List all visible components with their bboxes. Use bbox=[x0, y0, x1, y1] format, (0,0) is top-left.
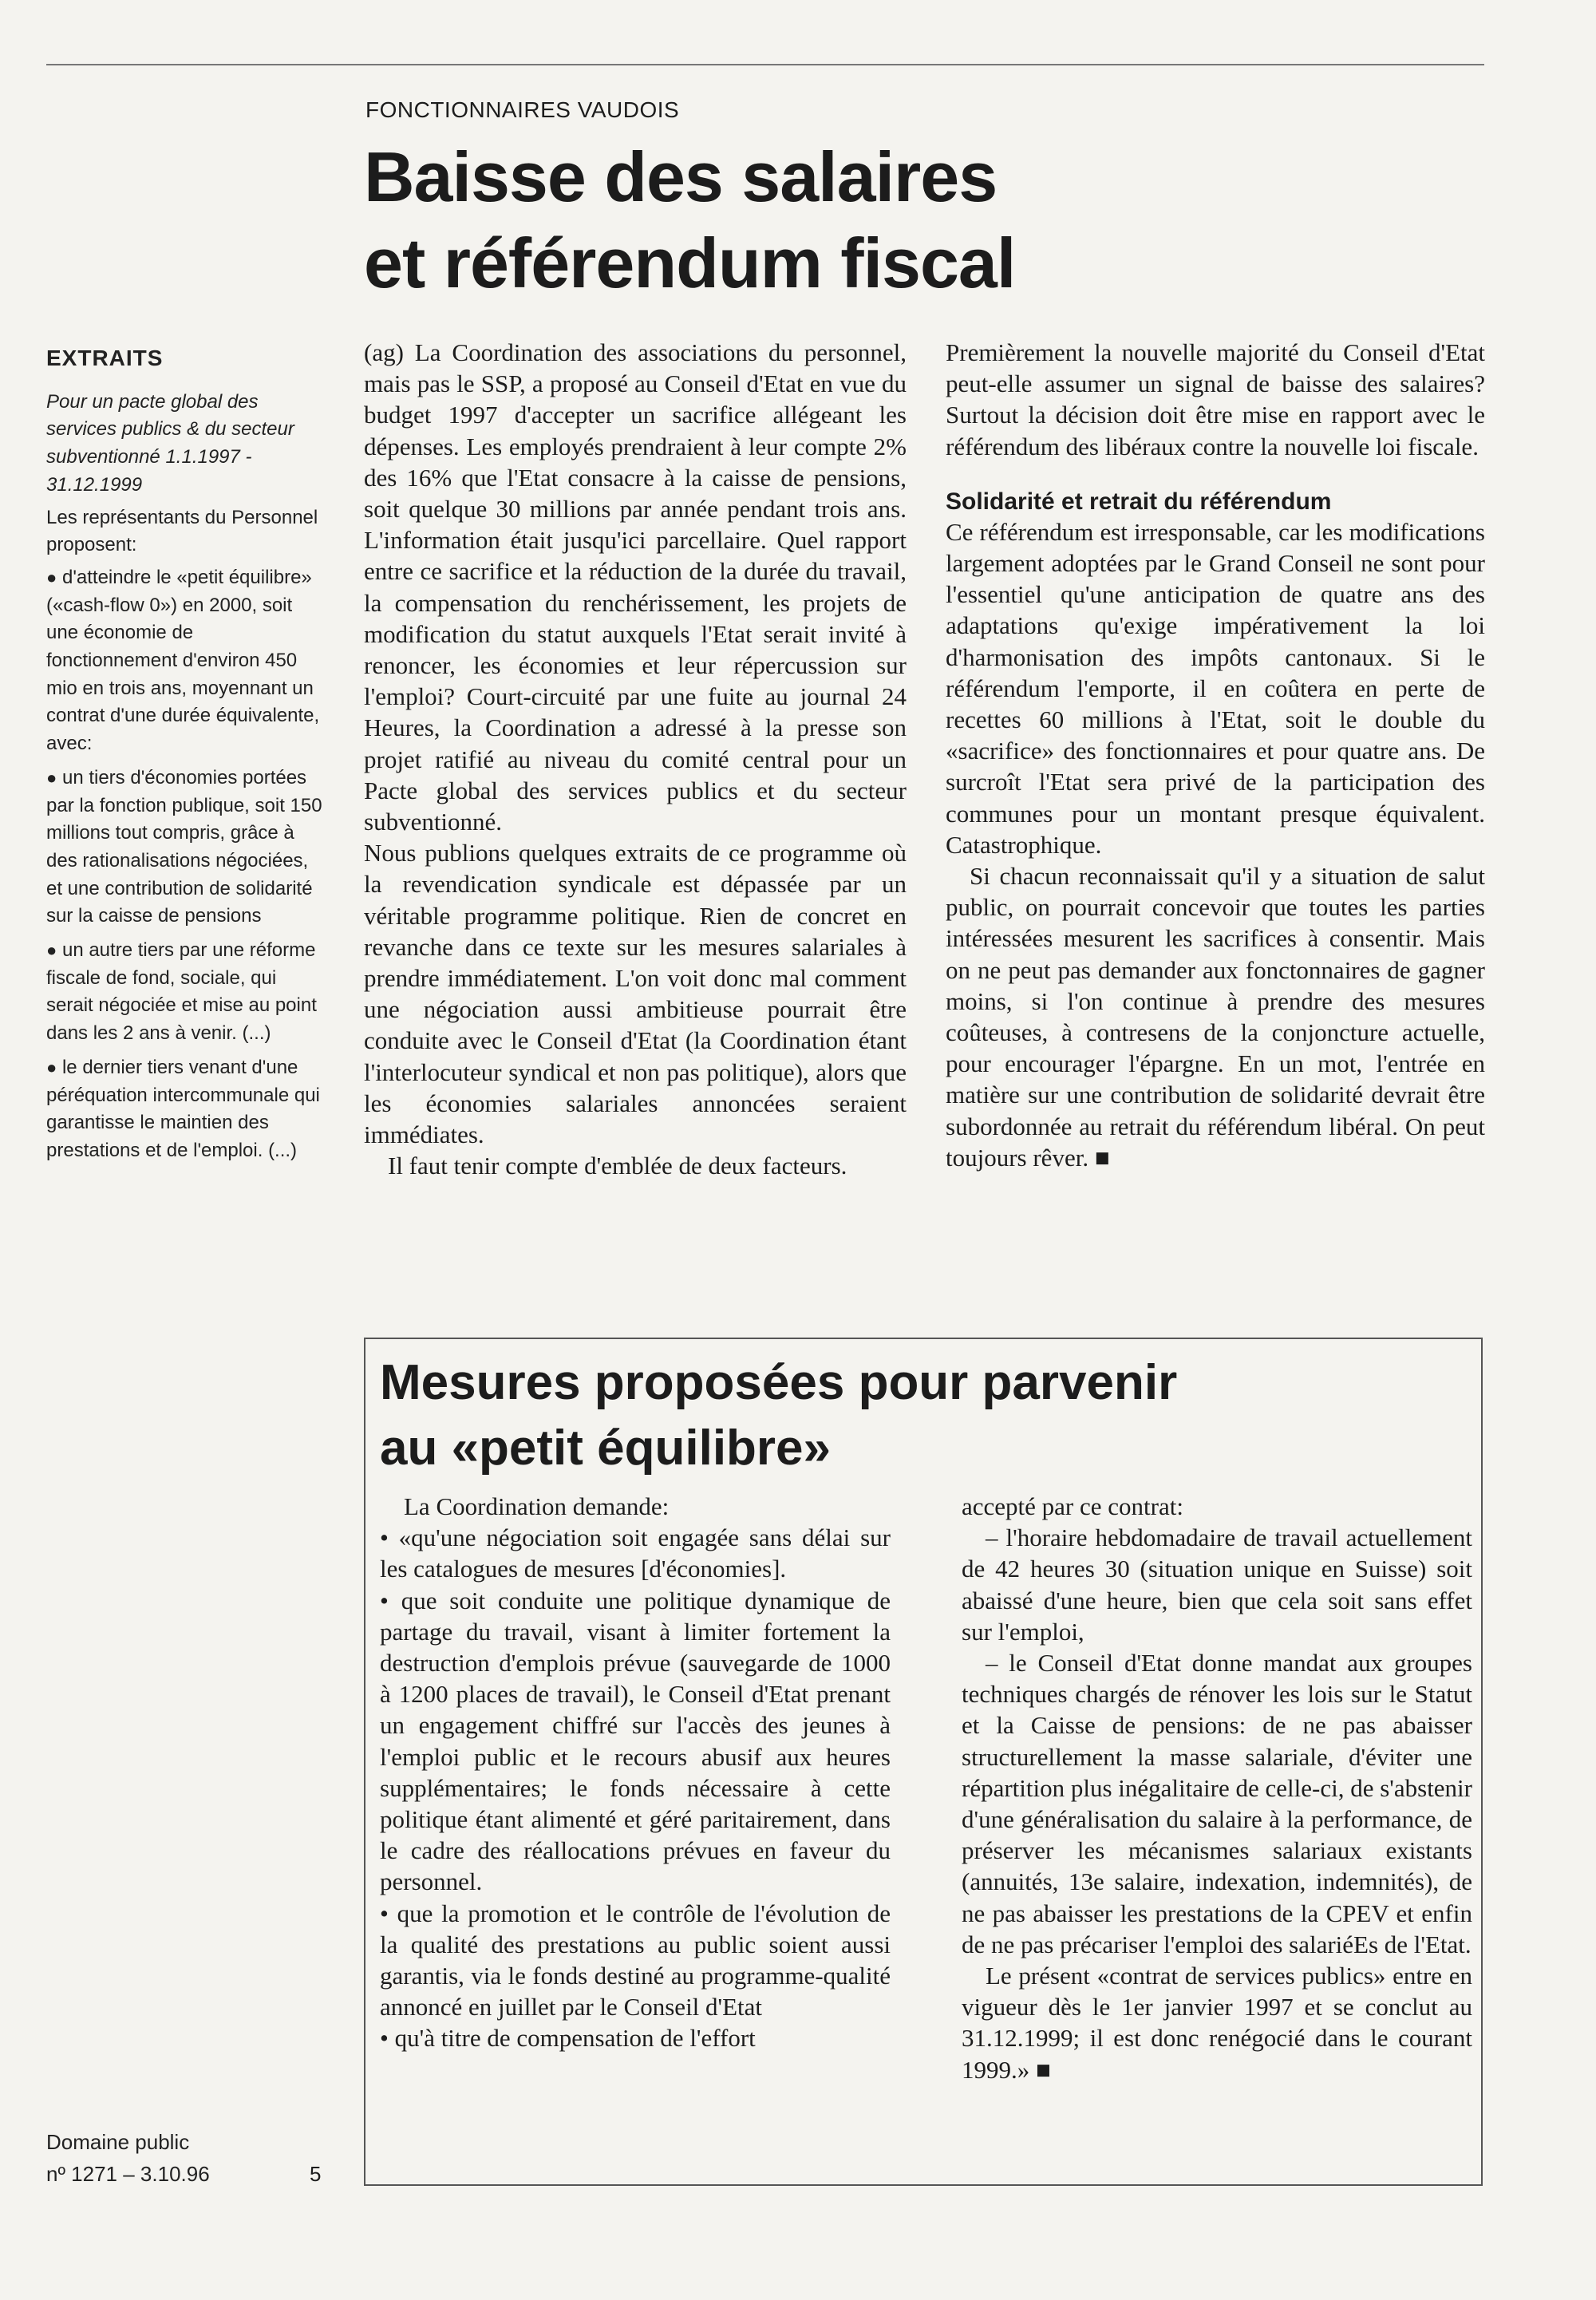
box-title bbox=[380, 1350, 1417, 1481]
article-column-2 bbox=[946, 337, 1485, 1173]
issue-info: nº 1271 – 3.10.96 bbox=[46, 2162, 210, 2186]
headline-line-2: et référendum fiscal bbox=[364, 223, 1016, 302]
box-column-1 bbox=[380, 1491, 891, 2054]
box-paragraph: accepté par ce contrat: bbox=[962, 1492, 1183, 1520]
article-paragraph: Ce référendum est irresponsable, car les modifications largement adoptées par le Grand Conseil ne sont pour l'essentiel qu'une anticipation de quatre ans des adaptations qu'exige impérativement la loi d'harmonisation des impôts cantonaux. Si le référendum l'emporte, il en coûtera en perte de recettes 60 millions à l'Etat, soit le double du «sacrifice» des fonctionnaires et pour quatre ans. De surcroît l'Etat sera privé de la participation des communes pour un montant presque équivalent. Catastrophique. bbox=[946, 517, 1485, 859]
article-paragraph: Nous publions quelques extraits de ce programme où la revendication syndicale est dépassée par un véritable programme politique. Rien de concret en revanche dans ce texte sur les mesures salariales à prendre immédiatement. L'on voit donc mal comment une négociation aussi ambitieuse pourrait être conduite avec le Conseil d'Etat (la Coordination étant l'interlocuteur syndical et non pas politique), alors que les économies salariales annoncées seraient immédiates. bbox=[364, 839, 907, 1149]
sidebar-item-text: un autre tiers par une réforme fiscale de fond, sociale, qui serait négociée et mise au point dans les 2 ans à venir. (...) bbox=[46, 939, 317, 1045]
box-paragraph: • qu'à titre de compensation de l'effort bbox=[380, 2024, 756, 2053]
publication-footer bbox=[46, 2126, 210, 2190]
article-subhead: Solidarité et retrait du référendum bbox=[946, 488, 1332, 515]
bullet-icon: ● bbox=[46, 567, 57, 587]
article-paragraph: Si chacun reconnaissait qu'il y a situation de salut public, on pourrait concevoir que toutes les parties intéressées mesurent les sacrifices à consentir. Mais on ne peut pas demander aux fonctonnaires de gagner moins, si l'on continue à prendre des mesures coûteuses, à contresens de la conjoncture actuelle, pour encourager l'épargne. En un mot, l'entrée en matière sur une contribution de solidarité devrait être subordonnée au retrait du référendum libéral. On peut toujours rêver. ■ bbox=[946, 862, 1485, 1172]
headline-line-1: Baisse des salaires bbox=[364, 137, 998, 216]
box-paragraph: – l'horaire hebdomadaire de travail actuellement de 42 heures 30 (situation unique en Suisse) soit abaissé d'une heure, bien que cela soit sans effet sur l'emploi, bbox=[962, 1523, 1472, 1646]
sidebar-item bbox=[46, 765, 327, 931]
sidebar-intro: Les représentants du Personnel proposent: bbox=[46, 506, 318, 556]
sidebar-subtitle: Pour un pacte global des services publics & du secteur subventionné 1.1.1997 - 31.12.1999 bbox=[46, 390, 294, 496]
article-paragraph: Il faut tenir compte d'emblée de deux facteurs. bbox=[388, 1152, 847, 1180]
sidebar-item bbox=[46, 564, 327, 758]
publication-name: Domaine public bbox=[46, 2130, 190, 2154]
article-paragraph: (ag) La Coordination des associations du personnel, mais pas le SSP, a proposé au Conseil d'Etat en vue du budget 1997 d'accepter un sacrifice allégeant les dépenses. Les employés prendraient à leur compte 2% des 16% que l'Etat consacre à la caisse de pensions, soit quelque 30 millions par année pendant trois ans. L'information était jusqu'ici parcellaire. Quel rapport entre ce sacrifice et la réduction de la durée du travail, la compensation du renchérissement, les projets de modification du statut auxquels l'Etat serait invité à renoncer, les économies et leur répercussion sur l'emploi? Court-circuité par une fuite au journal 24 Heures, la Coordination a adressé à la presse son projet ratifié au niveau du comité central pour un Pacte global des services publics et du secteur subventionné. bbox=[364, 338, 907, 836]
box-title-line-1: Mesures proposées pour parvenir bbox=[380, 1355, 1178, 1410]
sidebar-item-text: d'atteindre le «petit équilibre» («cash-flow 0») en 2000, soit une économie de fonctionnement d'environ 450 mio en trois ans, moyennant un contrat d'une durée équivalente, avec: bbox=[46, 566, 320, 755]
top-rule bbox=[46, 64, 1484, 65]
bullet-icon: ● bbox=[46, 940, 57, 961]
box-paragraph: – le Conseil d'Etat donne mandat aux groupes techniques chargés de rénover les lois sur le Statut et la Caisse de pensions: de ne pas abaisser structurellement la masse salariale, d'éviter une répartition plus inégalitaire de celle-ci, de s'abstenir d'une généralisation du salaire à la performance, de préserver les mécanismes salariaux existants (annuités, 13e salaire, indexation, indemnités), de ne pas abaisser les prestations de la CPEV et enfin de ne pas précariser l'emploi des salariéEs de l'Etat. bbox=[962, 1649, 1472, 1958]
bullet-icon: ● bbox=[46, 767, 57, 788]
article-paragraph: Premièrement la nouvelle majorité du Conseil d'Etat peut-elle assumer un signal de baisse des salaires? Surtout la décision doit être mise en rapport avec le référendum des libéraux contre la nouvelle loi fiscale. bbox=[946, 338, 1485, 460]
box-paragraph: La Coordination demande: bbox=[404, 1492, 670, 1520]
box-paragraph: Le présent «contrat de services publics» entre en vigueur dès le 1er janvier 1997 et se conclut au 31.12.1999; il est donc renégocié dans le courant 1999.» ■ bbox=[962, 1962, 1472, 2084]
sidebar-item-text: le dernier tiers venant d'une péréquation intercommunale qui garantisse le maintien des prestations et de l'emploi. (...) bbox=[46, 1056, 320, 1161]
box-column-2 bbox=[962, 1491, 1472, 2085]
extracts-sidebar bbox=[46, 345, 327, 1172]
box-title-line-2: au «petit équilibre» bbox=[380, 1421, 832, 1476]
box-paragraph: • que la promotion et le contrôle de l'évolution de la qualité des prestations au public soient aussi garantis, via le fonds destiné au programme-qualité annoncé en juillet par le Conseil d'Etat bbox=[380, 1899, 891, 2021]
box-paragraph: • «qu'une négociation soit engagée sans délai sur les catalogues de mesures [d'économies]. bbox=[380, 1523, 891, 1583]
box-paragraph: • que soit conduite une politique dynamique de partage du travail, visant à limiter fortement la destruction d'emplois prévue (sauvegarde de 1000 à 1200 places de travail), le Conseil d'Etat prenant un engagement chiffré sur l'accès des jeunes à l'emploi public et le recours abusif aux heures supplémentaires; le fonds nécessaire à cette politique étant alimenté et géré paritairement, dans le cadre des réallocations prévues en faveur du personnel. bbox=[380, 1586, 891, 1896]
section-kicker: FONCTIONNAIRES VAUDOIS bbox=[365, 97, 680, 122]
sidebar-title: EXTRAITS bbox=[46, 346, 164, 370]
sidebar-item-text: un tiers d'économies portées par la fonction publique, soit 150 millions tout compris, grâce à des rationalisations négociées, et une contribution de solidarité sur la caisse de pensions bbox=[46, 766, 322, 927]
bullet-icon: ● bbox=[46, 1057, 57, 1077]
page-number: 5 bbox=[310, 2162, 322, 2186]
sidebar-item bbox=[46, 1054, 327, 1165]
article-headline bbox=[364, 134, 1401, 306]
article-column-1 bbox=[364, 337, 907, 1181]
sidebar-item bbox=[46, 937, 327, 1048]
